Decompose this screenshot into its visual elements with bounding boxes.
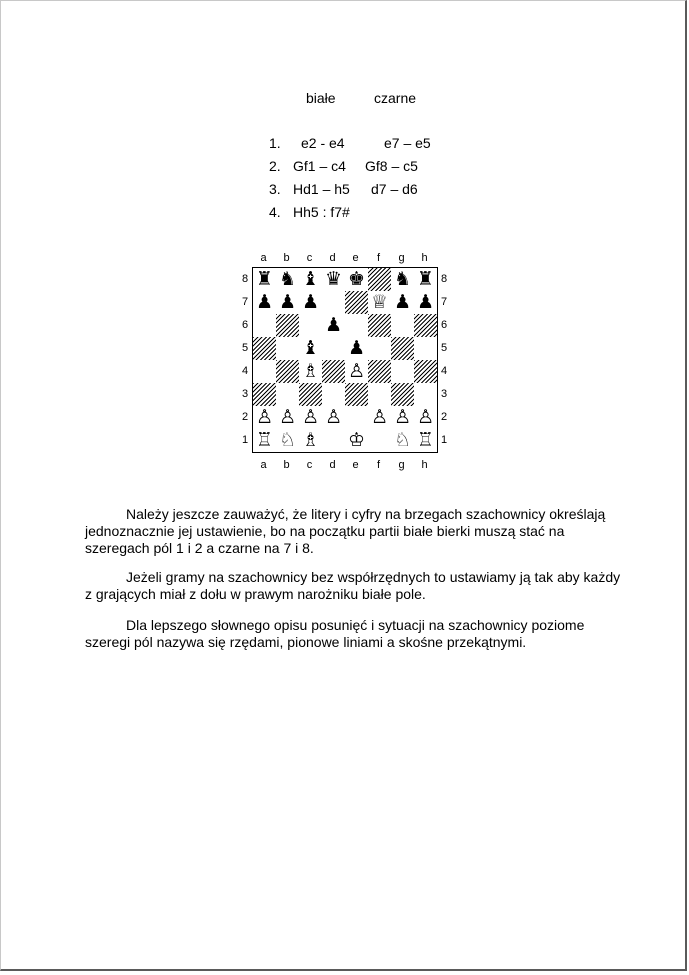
board-square-b7 — [276, 291, 299, 314]
board-square-b4 — [276, 360, 299, 383]
board-square-b8 — [276, 268, 299, 291]
chess-piece: ♕ — [370, 291, 389, 313]
chess-piece: ♜ — [255, 268, 274, 290]
file-label: b — [283, 252, 290, 264]
header-white: białe — [306, 90, 336, 106]
paragraph — [85, 569, 625, 603]
chess-piece: ♛ — [322, 268, 345, 291]
rank-label: 1 — [241, 434, 249, 446]
file-label: e — [352, 252, 359, 264]
file-labels-bottom — [252, 459, 436, 473]
rank-labels-right — [438, 268, 450, 452]
chess-piece: ♙ — [414, 406, 437, 429]
board-square-h3 — [414, 383, 437, 406]
rank-label: 3 — [241, 388, 249, 400]
board-square-d4 — [322, 360, 345, 383]
move-white: Hh5 : f7# — [293, 204, 350, 220]
board-square-f7 — [368, 291, 391, 314]
chess-piece: ♟ — [416, 291, 435, 313]
board-square-c7 — [299, 291, 322, 314]
chess-piece — [368, 360, 391, 383]
board-square-h8 — [414, 268, 437, 291]
board-square-f3 — [368, 383, 391, 406]
file-label: c — [306, 252, 313, 264]
board-square-h2 — [414, 406, 437, 429]
board-square-e6 — [345, 314, 368, 337]
rank-label: 5 — [440, 342, 448, 354]
file-label: e — [352, 459, 359, 471]
chess-piece — [322, 360, 345, 383]
rank-label: 7 — [241, 296, 249, 308]
move-black: Gf8 – c5 — [365, 158, 418, 174]
board-square-a2 — [253, 406, 276, 429]
move-number: 3. — [269, 181, 281, 197]
chess-piece: ♚ — [347, 268, 366, 290]
board-square-a5 — [253, 337, 276, 360]
chess-piece: ♙ — [368, 406, 391, 429]
board-square-f8 — [368, 268, 391, 291]
board-square-e8 — [345, 268, 368, 291]
board-square-f2 — [368, 406, 391, 429]
chess-piece: ♞ — [393, 268, 412, 290]
chess-piece — [322, 383, 345, 406]
chess-piece — [345, 314, 368, 337]
chess-piece — [391, 314, 414, 337]
board-square-e7 — [345, 291, 368, 314]
header-black: czarne — [374, 90, 417, 106]
paragraph-text: Dla lepszego słownego opisu posunięć i sytuacji na szachownicy poziome szeregi pól nazywa się rzędami, pionowe liniami a skośne przekątnymi. — [85, 617, 585, 650]
chess-piece: ♙ — [255, 406, 274, 428]
file-label: a — [260, 459, 267, 471]
chess-piece: ♙ — [347, 360, 366, 382]
file-label: g — [398, 252, 405, 264]
rank-label: 2 — [241, 411, 249, 423]
file-label: f — [376, 459, 381, 471]
board-square-e1 — [345, 429, 368, 452]
chess-piece — [368, 268, 391, 291]
file-label: g — [398, 459, 405, 471]
board-square-c1 — [299, 429, 322, 452]
file-label: d — [329, 459, 336, 471]
chessboard — [252, 267, 438, 453]
board-square-d2 — [322, 406, 345, 429]
chess-piece — [276, 337, 299, 360]
board-square-d1 — [322, 429, 345, 452]
paragraph-text: Jeżeli gramy na szachownicy bez współrzędnych to ustawiamy ją tak aby każdy z grających miał z dołu w prawym narożniku białe pole. — [85, 569, 621, 602]
chess-piece — [414, 360, 437, 383]
board-square-f5 — [368, 337, 391, 360]
rank-label: 5 — [241, 342, 249, 354]
move-black: d7 – d6 — [371, 181, 418, 197]
file-label: h — [421, 459, 428, 471]
chess-piece — [368, 314, 391, 337]
file-label: h — [421, 252, 428, 264]
rank-label: 2 — [440, 411, 448, 423]
chess-piece — [253, 383, 276, 406]
paragraph-text: Należy jeszcze zauważyć, że litery i cyfry na brzegach szachownicy określają jednoznacznie jej ustawienie, bo na początku partii białe bierki muszą stać na szeregach pól 1 i 2 a czarne na 7 i 8. — [85, 506, 606, 556]
board-square-h5 — [414, 337, 437, 360]
chess-piece — [253, 314, 276, 337]
file-label: a — [260, 252, 267, 264]
board-square-a4 — [253, 360, 276, 383]
board-square-g5 — [391, 337, 414, 360]
chess-piece — [253, 360, 276, 383]
chess-piece: ♙ — [393, 406, 412, 428]
chess-piece: ♟ — [345, 337, 368, 360]
board-square-a7 — [253, 291, 276, 314]
board-square-g8 — [391, 268, 414, 291]
rank-label: 6 — [440, 319, 448, 331]
board-square-g2 — [391, 406, 414, 429]
board-square-b5 — [276, 337, 299, 360]
chess-piece: ♟ — [278, 291, 297, 313]
board-square-a1 — [253, 429, 276, 452]
chess-piece: ♙ — [301, 406, 320, 428]
chess-piece — [345, 291, 368, 314]
file-label: f — [376, 252, 381, 264]
chess-piece: ♖ — [416, 429, 435, 451]
board-square-e5 — [345, 337, 368, 360]
chess-piece — [391, 360, 414, 383]
board-square-d3 — [322, 383, 345, 406]
paragraph — [85, 617, 625, 651]
chess-piece: ♝ — [299, 337, 322, 360]
board-square-h1 — [414, 429, 437, 452]
board-square-g3 — [391, 383, 414, 406]
chess-piece — [322, 291, 345, 314]
board-square-d8 — [322, 268, 345, 291]
chess-piece: ♟ — [253, 291, 276, 314]
board-square-a8 — [253, 268, 276, 291]
rank-label: 6 — [241, 319, 249, 331]
rank-labels-left — [239, 268, 251, 452]
chess-piece — [299, 314, 322, 337]
chess-piece — [414, 314, 437, 337]
chess-piece — [368, 337, 391, 360]
move-number: 1. — [269, 135, 281, 151]
chess-piece: ♟ — [299, 291, 322, 314]
board-square-e2 — [345, 406, 368, 429]
chess-piece — [368, 429, 391, 452]
chess-piece: ♘ — [391, 429, 414, 452]
board-square-b6 — [276, 314, 299, 337]
paragraph — [85, 506, 625, 557]
board-square-h7 — [414, 291, 437, 314]
board-square-g6 — [391, 314, 414, 337]
chess-piece — [253, 337, 276, 360]
board-square-a6 — [253, 314, 276, 337]
chess-piece — [414, 337, 437, 360]
move-white: e2 - e4 — [301, 135, 345, 151]
chess-piece: ♙ — [322, 406, 345, 429]
chess-piece — [391, 383, 414, 406]
board-square-b3 — [276, 383, 299, 406]
move-white: Hd1 – h5 — [293, 181, 350, 197]
board-square-h6 — [414, 314, 437, 337]
board-square-c6 — [299, 314, 322, 337]
chess-piece — [299, 383, 322, 406]
board-square-g4 — [391, 360, 414, 383]
rank-label: 4 — [440, 365, 448, 377]
chess-piece — [345, 406, 368, 429]
chess-piece — [322, 337, 345, 360]
chess-piece — [322, 429, 345, 452]
chess-piece — [414, 383, 437, 406]
file-label: d — [329, 252, 336, 264]
chess-piece: ♘ — [278, 429, 297, 451]
move-white: Gf1 – c4 — [293, 158, 346, 174]
board-square-d7 — [322, 291, 345, 314]
rank-label: 1 — [440, 434, 448, 446]
chess-diagram — [239, 252, 449, 476]
board-square-c4 — [299, 360, 322, 383]
file-label: b — [283, 459, 290, 471]
board-square-e4 — [345, 360, 368, 383]
chess-piece — [276, 314, 299, 337]
file-labels-top — [252, 252, 436, 266]
board-square-e3 — [345, 383, 368, 406]
chess-piece: ♞ — [276, 268, 299, 291]
board-square-c2 — [299, 406, 322, 429]
chess-piece: ♝ — [301, 268, 320, 290]
rank-label: 7 — [440, 296, 448, 308]
move-number: 2. — [269, 158, 281, 174]
chess-piece: ♜ — [414, 268, 437, 291]
chess-piece — [276, 383, 299, 406]
board-square-c3 — [299, 383, 322, 406]
board-square-b1 — [276, 429, 299, 452]
board-square-f1 — [368, 429, 391, 452]
chess-piece — [391, 337, 414, 360]
move-number: 4. — [269, 204, 281, 220]
chess-piece — [368, 383, 391, 406]
chess-piece: ♗ — [299, 429, 322, 452]
rank-label: 4 — [241, 365, 249, 377]
board-square-d6 — [322, 314, 345, 337]
board-square-d5 — [322, 337, 345, 360]
board-square-f4 — [368, 360, 391, 383]
board-square-h4 — [414, 360, 437, 383]
chess-piece: ♔ — [345, 429, 368, 452]
chess-piece: ♟ — [322, 314, 345, 337]
rank-label: 8 — [440, 273, 448, 285]
chess-piece: ♖ — [253, 429, 276, 452]
chess-piece: ♟ — [391, 291, 414, 314]
board-square-f6 — [368, 314, 391, 337]
rank-label: 3 — [440, 388, 448, 400]
chess-piece — [345, 383, 368, 406]
chess-piece — [276, 360, 299, 383]
rank-label: 8 — [241, 273, 249, 285]
file-label: c — [306, 459, 313, 471]
board-square-b2 — [276, 406, 299, 429]
board-square-g7 — [391, 291, 414, 314]
move-black: e7 – e5 — [384, 135, 431, 151]
board-square-a3 — [253, 383, 276, 406]
chess-piece: ♙ — [276, 406, 299, 429]
board-square-c8 — [299, 268, 322, 291]
chess-piece: ♗ — [301, 360, 320, 382]
board-square-g1 — [391, 429, 414, 452]
board-square-c5 — [299, 337, 322, 360]
